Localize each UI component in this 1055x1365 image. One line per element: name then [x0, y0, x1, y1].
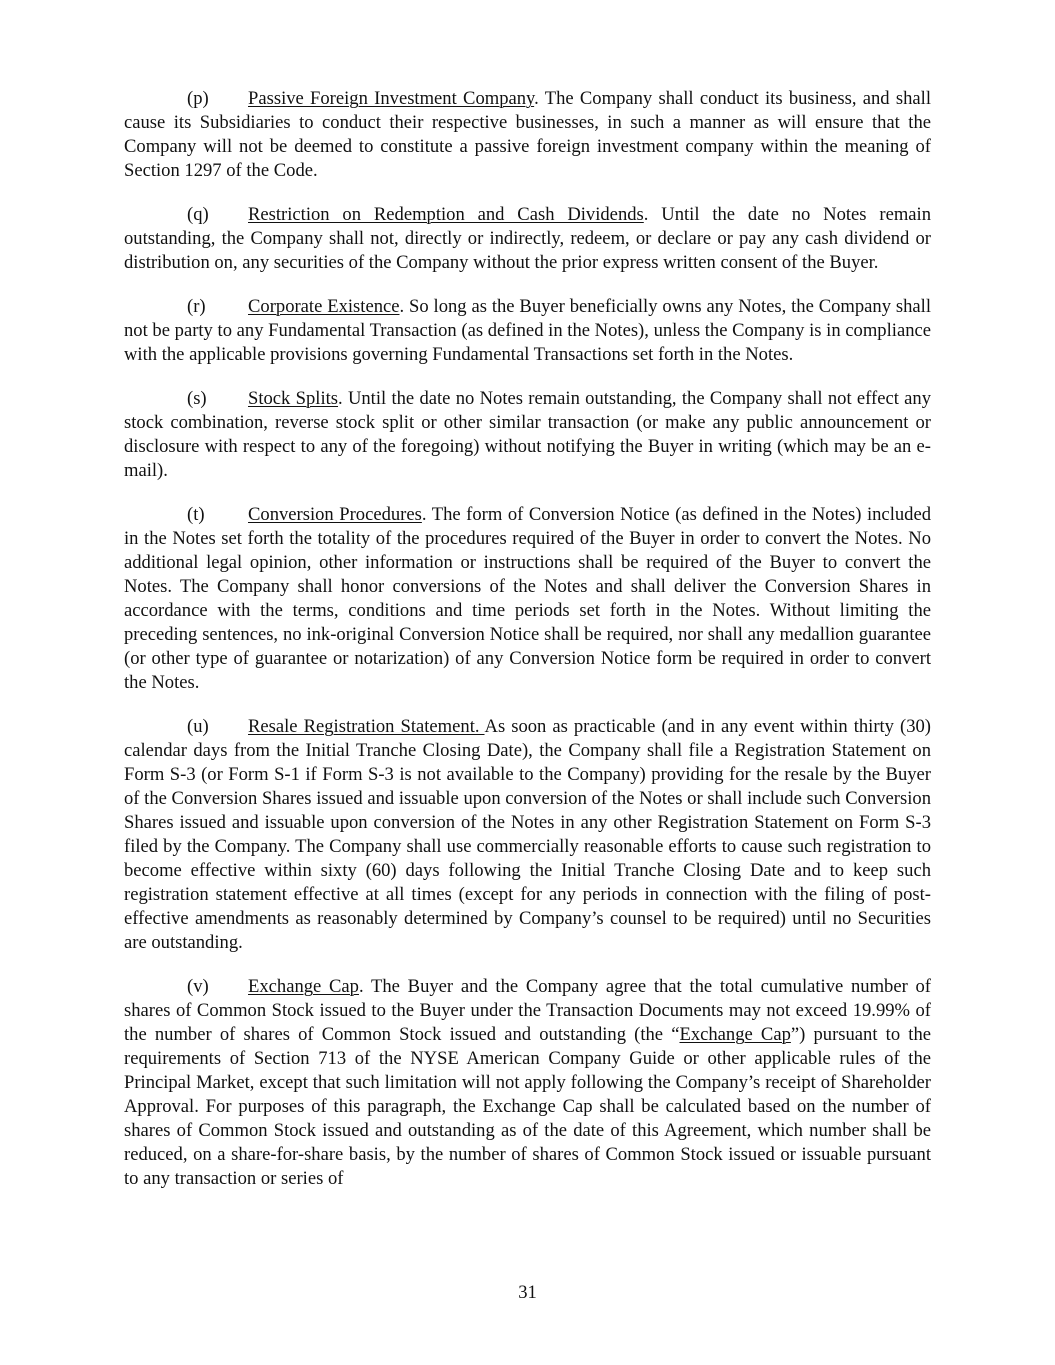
paragraph-body: Until the date no Notes remain outstanding, the Company shall not effect any stock combination, reverse stock split or other similar transaction (or make any public announcement or disclosure with respect to any of the foregoing) without notifying the Buyer in writing (which may be an e-mail). [124, 388, 932, 481]
paragraph-body: The Company shall conduct its business, and shall cause its Subsidiaries to conduct their respective businesses, in such a manner as will ensure that the Company will not be deemed to constitute a passive foreign investment company within the meaning of Section 1297 of the Code. [124, 88, 931, 181]
title-punctuation: . [338, 388, 348, 409]
paragraph-number: (s) [187, 388, 207, 409]
paragraph-title: Resale Registration Statement. [248, 716, 485, 737]
paragraph-number: (r) [187, 296, 206, 317]
paragraph-title: Conversion Procedures [248, 504, 422, 525]
paragraph-number: (u) [187, 716, 209, 737]
title-punctuation: . [421, 504, 432, 525]
paragraph-number: (q) [187, 204, 209, 225]
page-number: 31 [518, 1282, 537, 1303]
paragraph-v [124, 975, 931, 1191]
paragraph-s [124, 387, 931, 483]
paragraph-body: Until the date no Notes remain outstanding, the Company shall not, directly or indirectly, redeem, or declare or pay any cash dividend or distribution on, any securities of the Company without the prior express written consent of the Buyer. [124, 204, 932, 273]
paragraph-title: Exchange Cap [248, 976, 359, 997]
paragraph-body-before: The Buyer and the Company agree that the total cumulative number of shares of Common Stock issued to the Buyer under the Transaction Documents may not exceed 19.99% of the number of shares of Common Stock issued and outstanding (the “ [124, 976, 932, 1045]
defined-term-exchange-cap: Exchange Cap [679, 1024, 791, 1045]
paragraph-title: Passive Foreign Investment Company [248, 88, 535, 109]
paragraph-title: Stock Splits [248, 388, 339, 409]
paragraph-number: (p) [187, 88, 209, 109]
paragraph-body: As soon as practicable (and in any event within thirty (30) calendar days from the Initial Tranche Closing Date), the Company shall file a Registration Statement on Form S-3 (or Form S-1 if Form S-3 is not available to the Company) providing for the resale by the Buyer of the Conversion Shares issued and issuable upon conversion of the Notes or shall include such Conversion Shares issued and issuable upon conversion of the Notes in any other Registration Statement on Form S-3 filed by the Company. The Company shall use commercially reasonable efforts to cause such registration to become effective within sixty (60) days following the Initial Tranche Closing Date and to keep such registration statement effective at all times (except for any periods in connection with the filing of post-effective amendments as reasonably determined by Company’s counsel to be required) until no Securities are outstanding. [124, 716, 931, 953]
paragraph-r [124, 295, 931, 367]
title-punctuation: . [643, 204, 662, 225]
paragraph-t [124, 503, 931, 695]
paragraph-title: Corporate Existence [248, 296, 400, 317]
paragraph-body: The form of Conversion Notice (as defined in the Notes) included in the Notes set forth the totality of the procedures required of the Buyer in order to convert the Notes. No additional legal opinion, other information or instructions shall be required of the Buyer to convert the Notes. The Company shall honor conversions of the Notes and shall deliver the Conversion Shares in accordance with the terms, conditions and time periods set forth in the Notes. Without limiting the preceding sentences, no ink-original Conversion Notice shall be required, nor shall any medallion guarantee (or other type of guarantee or notarization) of any Conversion Notice form be required in order to convert the Notes. [124, 504, 931, 693]
paragraph-title: Restriction on Redemption and Cash Dividends [248, 204, 644, 225]
title-punctuation: . [358, 976, 372, 997]
title-punctuation: . [399, 296, 410, 317]
paragraph-u [124, 715, 931, 955]
paragraph-body: So long as the Buyer beneficially owns any Notes, the Company shall not be party to any Fundamental Transaction (as defined in the Notes), unless the Company is in compliance with the applicable provisions governing Fundamental Transactions set forth in the Notes. [124, 296, 932, 365]
title-punctuation: . [534, 88, 545, 109]
paragraph-body-after: ”) pursuant to the requirements of Section 713 of the NYSE American Company Guide or other applicable rules of the Principal Market, except that such limitation will not apply following the Company’s receipt of Shareholder Approval. For purposes of this paragraph, the Exchange Cap shall be calculated based on the number of shares of Common Stock issued and outstanding as of the date of this Agreement, which number shall be reduced, on a share-for-share basis, by the number of shares of Common Stock issued or issuable pursuant to any transaction or series of [124, 1024, 932, 1189]
paragraph-p [124, 87, 931, 183]
paragraph-number: (v) [187, 976, 209, 997]
paragraph-q [124, 203, 931, 275]
paragraph-number: (t) [187, 504, 205, 525]
document-page [124, 87, 931, 1211]
